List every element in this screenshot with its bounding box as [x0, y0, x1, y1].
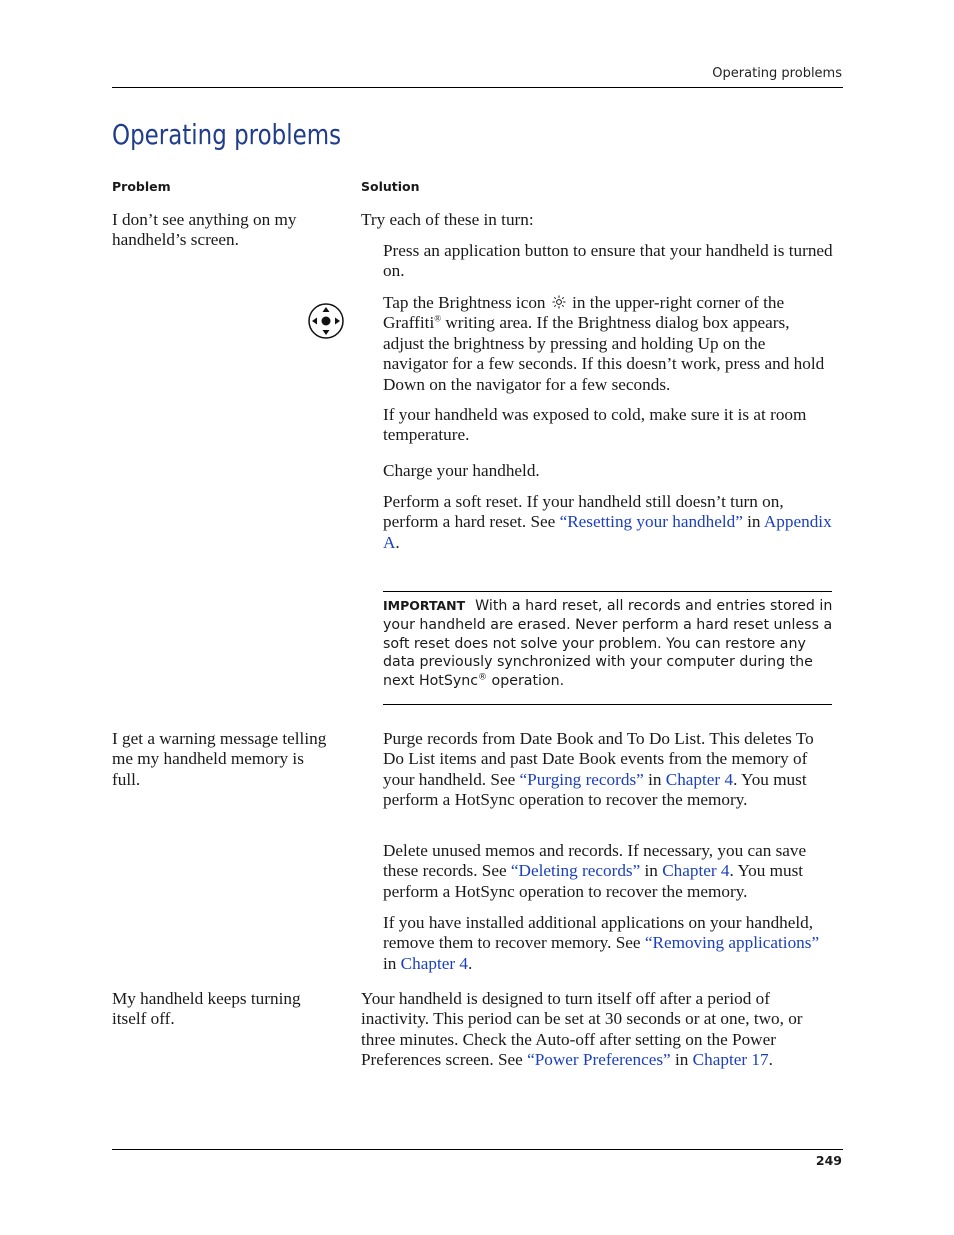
page-number: 249 [815, 1153, 842, 1168]
solution-step: If your handheld was exposed to cold, make sure it is at room temperature. [383, 405, 807, 445]
link-removing-applications[interactable]: “Removing applications” [644, 933, 820, 953]
step-text: Tap the Brightness icon [383, 293, 546, 312]
solution-step: Press an application button to ensure that your handheld is turned on. [383, 241, 833, 281]
navigator-icon [307, 302, 345, 340]
column-header-solution: Solution [361, 179, 420, 194]
important-rule-bottom [383, 704, 832, 705]
link-chapter-4[interactable]: Chapter 4 [662, 861, 730, 881]
important-note [383, 597, 835, 691]
problem-text: I don’t see anything on my handheld’s screen. [112, 210, 297, 250]
step-text: Purge records from Date Book and To Do List. This deletes To Do List items and past Date Book events from the memory of your handheld. See [383, 729, 814, 789]
page-title: Operating problems [112, 118, 342, 151]
step-text: in the upper-right corner of the Graffiti [383, 293, 785, 333]
important-text: With a hard reset, all records and entries stored in your handheld are erased. Never perform a hard reset unless a soft reset does not solve your problem. You can restore any data previously synchronized with your computer during the next HotSync [383, 598, 833, 690]
step-text: Perform a soft reset. If your handheld still doesn’t turn on, perform a hard reset. See [383, 492, 784, 532]
link-chapter-4[interactable]: Chapter 4 [665, 769, 734, 789]
link-appendix-a[interactable]: Appendix A [383, 512, 832, 552]
registered-mark: ® [434, 313, 442, 324]
link-chapter-17[interactable]: Chapter 17 [692, 1050, 769, 1070]
header-rule [112, 87, 843, 88]
solution-step [383, 293, 833, 395]
step-text: in [383, 953, 401, 973]
step-text: . [467, 953, 473, 973]
brightness-icon [552, 295, 566, 309]
step-text: writing area. If the Brightness dialog box appears, adjust the brightness by pressing and holding Up on the navigator for a few seconds. If this doesn’t work, press and hold Down on the navigator for a few seconds. [383, 313, 825, 394]
problem-text: I get a warning message telling me my handheld memory is full. [112, 729, 327, 789]
step-text: If you have installed additional applications on your handheld, remove them to recover memory. See [383, 913, 814, 953]
step-text: . [395, 532, 400, 552]
problem-text: My handheld keeps turning itself off. [112, 989, 301, 1029]
footer-rule [112, 1149, 843, 1150]
step-text: . [768, 1050, 773, 1070]
solution-step [383, 841, 833, 902]
running-header: Operating problems [712, 66, 842, 81]
step-text: . You must perform a HotSync operation to recover the memory. [383, 769, 807, 810]
link-chapter-4[interactable]: Chapter 4 [400, 953, 468, 973]
step-text: Your handheld is designed to turn itself off after a period of inactivity. This period can be set at 30 seconds or at one, two, or three minutes. Check the Auto-off after setting on the Power Preferences screen. See [361, 989, 803, 1070]
solution-step [383, 729, 833, 811]
step-text: Delete unused memos and records. If necessary, you can save these records. See [383, 841, 807, 881]
step-text: in [670, 1050, 693, 1070]
important-rule-top [383, 591, 832, 592]
important-label: IMPORTANT [383, 598, 466, 613]
solution-step [383, 913, 833, 974]
step-text: in [643, 769, 666, 789]
solution-step: Charge your handheld. [383, 461, 540, 480]
important-tail: operation. [487, 673, 565, 690]
link-resetting-your-handheld[interactable]: “Resetting your handheld” [559, 512, 743, 532]
link-power-preferences[interactable]: “Power Preferences” [527, 1050, 671, 1070]
column-header-problem: Problem [112, 179, 171, 194]
step-text: in [640, 861, 663, 881]
solution-intro: Try each of these in turn: [361, 210, 534, 229]
step-text: . You must perform a HotSync operation to recover the memory. [383, 861, 804, 901]
solution-text [361, 989, 833, 1071]
link-deleting-records[interactable]: “Deleting records” [510, 861, 641, 881]
step-text: in [742, 512, 764, 532]
solution-step [383, 492, 833, 553]
link-purging-records[interactable]: “Purging records” [519, 769, 644, 789]
registered-mark: ® [478, 672, 488, 683]
